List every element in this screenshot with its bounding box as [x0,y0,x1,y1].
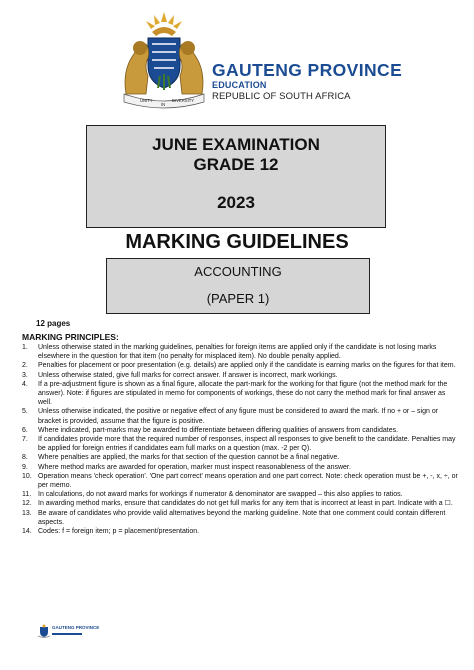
footer-org-name: GAUTENG PROVINCE [52,625,100,630]
list-item-text: Where indicated, part-marks may be awarded to differentiate between differing qualities of answers from candidates. [38,426,399,434]
list-item-text: If a pre-adjustment figure is shown as a final figure, allocate the part-mark for the working for that figure (not the method mark for the answer). Note: if figures are stipulated in memo for components of workings, these do not carry the method mark for final answer as well. [38,380,448,407]
country-name: REPUBLIC OF SOUTH AFRICA [212,91,351,102]
list-item [22,472,458,490]
organization-name: GAUTENG PROVINCE [212,60,403,80]
principles-list [22,343,458,536]
list-item-text: In calculations, do not award marks for workings if numerator & denominator are swapped – this also applies to ratios. [38,491,403,499]
subject-box [106,258,370,314]
exam-grade: GRADE 12 [193,155,279,174]
page-count: 12 pages [36,319,71,328]
paper-number: (PAPER 1) [206,291,270,306]
list-item-number: 7. [22,436,28,444]
list-item-text: Unless otherwise stated in the marking guidelines, penalties for foreign items are applied only if the candidate is not losing marks elsewhere in the question for that item (no penalty for misplaced item). No double penalty applied. [38,344,437,361]
list-item-number: 5. [22,408,28,416]
list-item [22,499,458,508]
list-item [22,361,458,370]
list-item [22,463,458,472]
list-item-text: In awarding method marks, ensure that candidates do not get full marks for any item that is incorrect at least in part. Indicate with a ☐. [38,500,453,508]
list-item [22,407,458,425]
list-item-number: 14. [22,528,32,536]
list-item [22,435,458,453]
svg-text:UNITY: UNITY [140,98,153,103]
list-item-number: 3. [22,371,28,379]
list-item [22,527,458,536]
list-item-text: Penalties for placement or poor presentation (e.g. details) are applied only if the candidate is earning marks on the figures for that item. [38,362,456,370]
svg-text:DIVERSITY: DIVERSITY [172,98,195,103]
organization-block [212,60,402,103]
list-item [22,426,458,435]
list-item-number: 8. [22,454,28,462]
list-item [22,380,458,408]
list-item [22,371,458,380]
document-title: MARKING GUIDELINES [125,231,349,253]
exam-session: JUNE EXAMINATION [152,135,320,154]
list-item-text: Where penalties are applied, the marks for that section of the question cannot be a final negative. [38,454,340,462]
list-item-text: Where method marks are awarded for operation, marker must inspect reasonableness of the answer. [38,463,351,471]
list-item [22,453,458,462]
list-item-text: If candidates provide more that the required number of responses, inspect all responses to give benefit to the candidate. Penalties may be applied for foreign entries if candidates earn full marks on a question (max. -2 per Q). [38,436,456,453]
list-item-number: 10. [22,472,32,480]
list-item-text: Operation means 'check operation'. 'One part correct' means operation and one part correct. Note: check operation must be +, -, x, ÷, or per memo. [38,472,458,490]
list-item-number: 11. [22,491,32,499]
list-item [22,509,458,527]
list-item-number: 13. [22,509,32,517]
list-item-number: 6. [22,426,28,434]
list-item-number: 9. [22,463,28,471]
list-item-text: Unless otherwise indicated, the positive or negative effect of any figure must be considered to award the mark. If no + or – sign or bracket is provided, assume that the figure is positive. [38,408,439,425]
exam-year: 2023 [217,193,255,212]
list-item-number: 1. [22,344,28,351]
small-coat-of-arms-icon [38,624,50,639]
list-item [22,490,458,499]
coat-of-arms-icon [118,10,210,110]
list-item-text: Codes: f = foreign item; p = placement/presentation. [38,528,200,536]
department-name: EDUCATION [212,80,267,90]
list-item-text: Be aware of candidates who provide valid alternatives beyond the marking guideline. Note that one comment could contain different aspects. [38,509,446,526]
footer-logo [38,624,118,640]
list-item-number: 12. [22,500,32,508]
svg-text:IN: IN [161,102,166,107]
list-item [22,343,458,361]
list-item-number: 2. [22,362,28,370]
list-item-number: 4. [22,380,28,388]
list-item-text: Unless otherwise stated, give full marks for correct answer. If answer is incorrect, mark workings. [38,371,338,379]
footer-rule [52,633,82,635]
exam-info-box [86,125,386,228]
subject-name: ACCOUNTING [194,264,282,279]
principles-heading: MARKING PRINCIPLES: [22,332,119,342]
